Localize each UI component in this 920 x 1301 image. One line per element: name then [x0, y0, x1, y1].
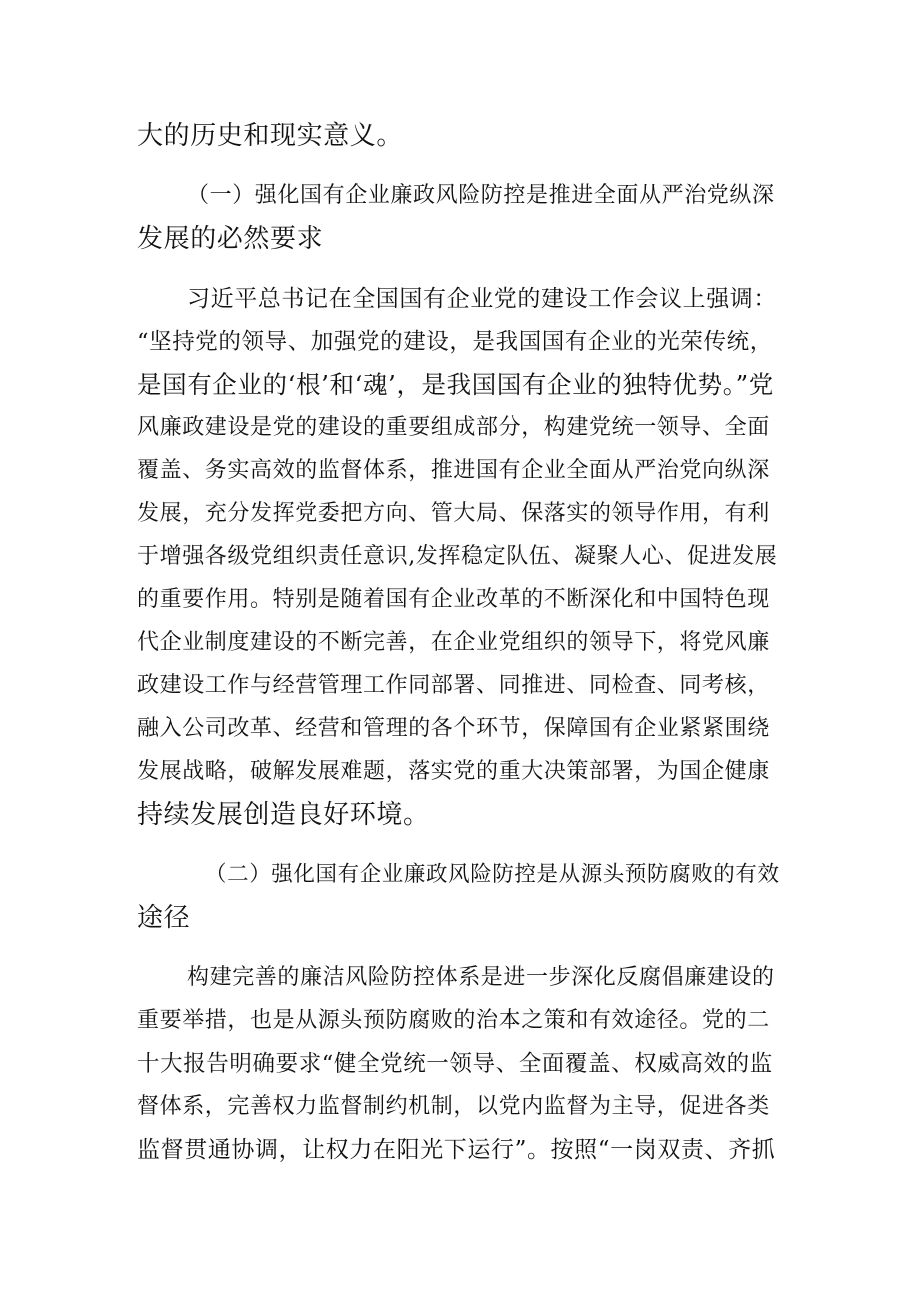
paragraph-line: 持续发展创造良好环境。: [137, 800, 430, 830]
paragraph-line: 风廉政建设是党的建设的重要组成部分，构建党统一领导、全面: [137, 415, 770, 440]
paragraph-line: 发展战略，破解发展难题，落实党的重大决策部署，为国企健康: [137, 759, 770, 784]
paragraph-line: 习近平总书记在全国国有企业党的建设工作会议上强调：: [187, 286, 777, 312]
section-heading-2-cont: 途径: [137, 903, 191, 933]
paragraph-line: 代企业制度建设的不断完善，在企业党组织的领导下，将党风廉: [137, 630, 770, 655]
paragraph-line: 于增强各级党组织责任意识,发挥稳定队伍、凝聚人心、促进发展: [137, 544, 778, 569]
paragraph-line: 十大报告明确要求“健全党统一领导、全面覆盖、权威高效的监: [137, 1051, 773, 1077]
paragraph-line: 发展，充分发挥党委把方向、管大局、保落实的领导作用，有利: [137, 501, 770, 526]
paragraph-line: 构建完善的廉洁风险防控体系是进一步深化反腐倡廉建设的: [187, 965, 775, 990]
paragraph-line: 的重要作用。特别是随着国有企业改革的不断深化和中国特色现: [137, 587, 770, 612]
section-heading-1-cont: 发展的必然要求: [137, 224, 324, 254]
paragraph-line: 是国有企业的‘根’和‘魂’，是我国国有企业的独特优势。”党: [137, 370, 774, 399]
paragraph-line: 覆盖、务实高效的监督体系，推进国有企业全面从严治党向纵深: [137, 458, 770, 483]
paragraph-line: 重要举措，也是从源头预防腐败的治本之策和有效途径。党的二: [137, 1008, 770, 1033]
section-heading-2: （二）强化国有企业廉政风险防控是从源头预防腐败的有效: [205, 862, 780, 887]
section-heading-1: （一）强化国有企业廉政风险防控是推进全面从严治党纵深: [187, 183, 775, 208]
paragraph-line: 监督贯通协调，让权力在阳光下运行”。按照“一岗双责、齐抓: [137, 1137, 776, 1163]
paragraph-line: 督体系，完善权力监督制约机制，以党内监督为主导，促进各类: [137, 1094, 770, 1119]
paragraph-line: 政建设工作与经营管理工作同部署、同推进、同检查、同考核，: [137, 673, 770, 698]
paragraph-line: “坚持党的领导、加强党的建设，是我国国有企业的光荣传统，: [137, 329, 773, 355]
paragraph-line: 融入公司改革、经营和管理的各个环节，保障国有企业紧紧围绕: [137, 716, 770, 741]
paragraph-line: 大的历史和现实意义。: [137, 121, 404, 151]
